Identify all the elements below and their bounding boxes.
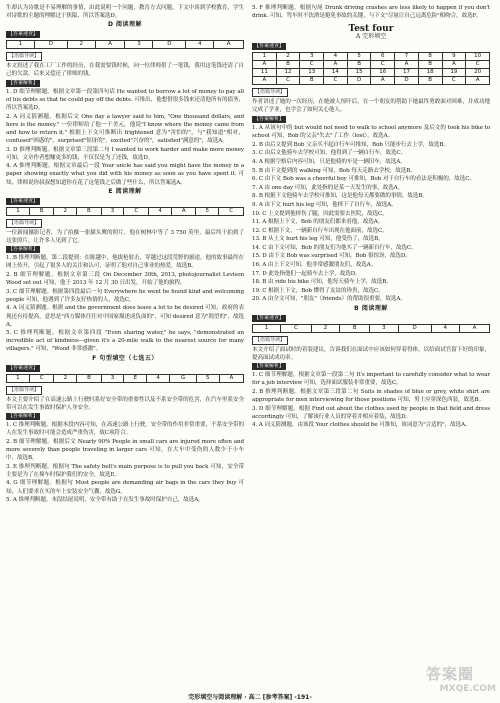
explanation: 13. B 从上文 hurt his leg 可知，他受伤了，故选B。 bbox=[252, 236, 384, 243]
guide-tag: 【语篇导读】 bbox=[252, 88, 288, 97]
answer-cell: C bbox=[466, 61, 490, 69]
explanation: 10. C 上文提到他摔伤了腿，因此需要去医院，故选C。 bbox=[252, 210, 388, 217]
guide-text: 作者讲述了她的一次经历，在她被人惊吓后，在一个朋友的帮助下她最终勇敢面对困难，并成功地完成了学业，也学会了如何关心他人。 bbox=[252, 99, 490, 114]
intro-paragraph: 生却认为诗歌是不易理解的事情，由此说明一个问题，教育方式问题。下文中谈到学校教育，学生对诗歌的主题的理解过于狭隘，所以答案选D。 bbox=[6, 5, 244, 20]
watermark-url: MXQE.COM bbox=[439, 684, 496, 694]
explanation: 3. D 细节理解题。根据 Find out about the clothes used by people in that field and dress accordingly 可知，了解该行业人员的穿着并相应着装，故选D。 bbox=[252, 405, 490, 420]
answer-cell: 2 bbox=[276, 53, 300, 61]
right-column bbox=[252, 4, 490, 430]
page-footer: 完形填空与阅读理解 · 高二 [参考答案] -191- bbox=[188, 694, 312, 701]
answer-cell: C bbox=[300, 61, 324, 69]
answer-cell: C bbox=[219, 207, 244, 215]
explanation: 2. A 词义猜测题。根据后文 One day a lawyer said to him, "One thousand dollars, and here is the money." 一位律师给了他一千美元，他说"I know where the money came from and how to return it." 根据上下文可推断出 frightened 意为"害怕的"，与"我知道"相对，confused"困惑的"，surprised"惊讶的"，excited"兴奋的"，satisfied"满意的"，故选A。 bbox=[6, 113, 244, 145]
section-e-title: E 阅读理解 bbox=[108, 187, 142, 195]
answer-cell: C bbox=[281, 324, 311, 332]
answer-cell: D bbox=[35, 41, 68, 49]
answer-cell: B bbox=[77, 207, 101, 215]
answer-cell: D bbox=[398, 324, 431, 332]
answer-cell: B bbox=[300, 77, 324, 85]
explanation: 16. A 由上下文可知，他非常感激朋友们，故选A。 bbox=[252, 262, 377, 269]
explanation: 9. A 由下文 hurt his leg 可知，他摔下了自行车，故选A。 bbox=[252, 201, 397, 208]
explanation: 3. C 细节理解题。根据第四段最后一句 Everywhere he went he found kind and welcoming people 可知，他遇到了许多友好热情的人，故选C。 bbox=[6, 288, 244, 303]
explanation: 1. D 细节理解题。根据文章第一段第四句话 He wanted to borrow a lot of money to pay all of his debts so that he could pay off the debts. 可推出，他想借很多钱来还清他所有的债务，所以答案选D。 bbox=[6, 88, 244, 112]
answer-cell: 19 bbox=[442, 69, 466, 77]
explanation: 15. D 由下文 Bob was surprised 可知，Bob 很惊讶，故选D。 bbox=[252, 253, 411, 260]
answer-cell: 12 bbox=[276, 69, 300, 77]
answer-table-a bbox=[252, 52, 490, 85]
intro-paragraph: 5. F 推理判断题。根据句尾 Drunk driving crashes are less likely to happen if you don't drink. 可知，驾车时不饮酒是避免事故的关键，与下文"尽量让自己远离危险"相吻合，故选F。 bbox=[252, 5, 490, 20]
answer-cell: C bbox=[124, 207, 149, 215]
answer-cell: C bbox=[371, 61, 395, 69]
answer-check-tag: 【答案速查】 bbox=[8, 31, 39, 38]
answer-check-tag: 【答案速查】 bbox=[8, 364, 39, 371]
answer-cell: 4 bbox=[431, 324, 459, 332]
answer-cell: B bbox=[340, 324, 370, 332]
answer-cell: C bbox=[442, 77, 466, 85]
explanation: 1. C 细节理解题。根据文章第一段第二句 It's important to carefully consider what to wear for a job interview 可知，选择面试服装非常重要，故选C。 bbox=[252, 372, 490, 387]
answer-cell: 16 bbox=[371, 69, 395, 77]
explanation: 1. A 从该句中的 but would not need to walk to school anymore 及后文的 took his bike to school 可知，Bob 的父亲"失去"了工作（lost），故选A。 bbox=[252, 125, 490, 140]
answer-cell: A bbox=[172, 207, 196, 215]
explanation: 2. B 推理判断题。根据文章第三段第二句 Suits in shades of blue or grey, white shirt are appropriate for men interviewing for those positions 可知，男士应穿深色西装，故选B。 bbox=[252, 389, 490, 404]
answer-cell: C bbox=[29, 374, 54, 382]
answer-cell: D bbox=[395, 77, 419, 85]
explanation: 11. A 根据上下文，Bob 的朋友们都来看他，故选A。 bbox=[252, 219, 384, 226]
answer-cell: 2 bbox=[54, 374, 77, 382]
test-title: Test four bbox=[348, 24, 394, 35]
answer-table-b bbox=[252, 324, 490, 333]
answer-cell: A bbox=[466, 77, 490, 85]
explanation: 4. A 推理判断题。根据文章最后一段 Your uncle has said you might have the money in a paper showing exactly what you did with his money as soon as you have spent it. 可知，律师说你叔叔想知道你在花了这笔钱之后做了些什么，所以答案选A。 bbox=[6, 163, 244, 186]
answer-table-e bbox=[6, 207, 244, 216]
detail-tag: 【答案解析】 bbox=[8, 246, 39, 253]
detail-tag: 【答案解析】 bbox=[254, 363, 285, 370]
section-b-title: B 阅读理解 bbox=[354, 304, 388, 312]
answer-cell: A bbox=[214, 41, 244, 49]
answer-cell: 14 bbox=[324, 69, 348, 77]
answer-cell: 8 bbox=[418, 53, 442, 61]
answer-cell: 4 bbox=[149, 207, 172, 215]
answer-cell: 3 bbox=[300, 53, 324, 61]
answer-check-tag: 【答案速查】 bbox=[254, 314, 285, 321]
answer-cell: D bbox=[347, 77, 371, 85]
explanation: 1. B 推理判断题。第二段提到：在陈越中，他拔枪射击，穿越过这段荒野的旅途，他的故事最终在网上传开，引起了很多人的关注和认可，证明了他对自己事业的热爱，故选B。 bbox=[6, 255, 244, 270]
answer-cell: A bbox=[253, 61, 277, 69]
explanation: 7. A 由 one day 可知，此处指的是某一天发生的事，故选A。 bbox=[252, 184, 404, 191]
explanation: 18. B 由 ride his bike 可知，他每天骑车上学，故选B。 bbox=[252, 279, 392, 286]
answer-check-tag: 【答案速查】 bbox=[8, 197, 39, 204]
answer-cell: 1 bbox=[7, 207, 30, 215]
answer-cell: 13 bbox=[300, 69, 324, 77]
answer-cell: 1 bbox=[253, 53, 277, 61]
answer-cell: 1 bbox=[7, 41, 35, 49]
answer-cell: 3 bbox=[101, 374, 124, 382]
answer-cell: 10 bbox=[466, 53, 490, 61]
answer-cell: 17 bbox=[395, 69, 419, 77]
answer-cell: A bbox=[324, 61, 348, 69]
answer-cell: C bbox=[276, 77, 300, 85]
answer-cell: 2 bbox=[54, 207, 77, 215]
answer-cell: 7 bbox=[395, 53, 419, 61]
answer-cell: E bbox=[124, 374, 147, 382]
answer-check-tag: 【答案速查】 bbox=[254, 43, 285, 50]
answer-cell: 4 bbox=[186, 41, 214, 49]
answer-cell: 4 bbox=[324, 53, 348, 61]
answer-cell: B bbox=[29, 207, 53, 215]
answer-cell: A bbox=[442, 61, 466, 69]
explanation: 20. A 由全文可知，"朋友"（friends）的帮助很重要，故选A。 bbox=[252, 296, 406, 303]
explanation: 2. B 细节理解题。根据后文 Nearly 90% People in small cars are injured more often and more severely than people traveling in larger cars 可知，在大车中受伤的人数少于小车中，故选B。 bbox=[6, 438, 244, 462]
explanation: 2. B 细节理解题。根据文章第三段 On December 30th, 2013, photojournalist Levison Wood set out 可知，他于 2013 年 12 月 30 日出发，开始了他的旅程。 bbox=[6, 272, 244, 287]
answer-cell: A bbox=[95, 41, 125, 49]
explanation: 8. B 根据下文他骑车去学校可推知，这是他每天都要做的事情，故选B。 bbox=[252, 193, 428, 200]
answer-cell: A bbox=[253, 77, 277, 85]
section-f-title: F 句型填空（七选五） bbox=[92, 354, 158, 362]
section-d-title: D 阅读理解 bbox=[107, 21, 143, 29]
answer-cell: B bbox=[418, 61, 442, 69]
detail-tag: 【答案解析】 bbox=[8, 79, 39, 86]
guide-text: 本文介绍了面试时的着装建议，告诉我们在面试中应该如何穿着得体，以给面试官留下好的印象，提高面试成功率。 bbox=[252, 346, 490, 361]
answer-cell: B bbox=[418, 77, 442, 85]
answer-cell: 5 bbox=[196, 207, 219, 215]
explanation: 3. C 由后文他骑车去学校可知，他得到了一辆自行车，故选C。 bbox=[252, 150, 407, 157]
answer-cell: 20 bbox=[466, 69, 490, 77]
answer-cell: 6 bbox=[371, 53, 395, 61]
explanation: 5. A 推理判断题。本段结尾说明，安全带有助于在发生事故时保护自己，故选A。 bbox=[6, 497, 204, 504]
answer-cell: G bbox=[170, 374, 197, 382]
guide-text: 本文叙述了我在工厂工作的经历，在我需要钱时候，向一位律师借了一笔钱，我用这笔钱还清了自己的欠款，后来又偿还了律师的钱。 bbox=[6, 63, 244, 78]
explanation: 4. G 细节理解题。根据句 Most people are demanding air bags in the cars they buy 可知，人们要求在买的车上安装安全气囊，故选G。 bbox=[6, 480, 244, 495]
answer-cell: A bbox=[371, 77, 395, 85]
guide-tag: 【语篇导读】 bbox=[252, 336, 288, 345]
explanation: 4. A 根据空格后内容可知，只是他骑的车是一辆旧车，故选A。 bbox=[252, 158, 406, 165]
explanation: 5. B 由下文提到的 walking 可知，Bob 每天走路去学校，故选B。 bbox=[252, 167, 416, 174]
answer-cell: 1 bbox=[253, 324, 281, 332]
answer-table-f bbox=[6, 374, 244, 383]
answer-cell: A bbox=[395, 61, 419, 69]
guide-text: 本文主要介绍了在高速公路上行驶时系好安全带的重要性以及不系安全带的危害，在汽车里系安全带可以在发生事故时保护人身安全。 bbox=[6, 396, 244, 411]
explanation: 5. C 推理判断题。根据文章第四段 "Even sharing water," he says, "demonstrated an incredible act of kindness—given it's a 20-mile walk to the nearest source for many villagers." 可知，"Wood 非常感激"。 bbox=[6, 330, 244, 353]
guide-text: 一位新闻摄影记者，为了拍摄一张猫头鹰的照片，他在树林中等了 3 750 英里，最后终于拍到了这张照片，让许多人见到了它。 bbox=[6, 229, 244, 244]
answer-cell: 15 bbox=[347, 69, 371, 77]
answer-cell: 5 bbox=[196, 374, 219, 382]
answer-cell: D bbox=[153, 41, 186, 49]
explanation: 4. A 词义猜测题。由该段 Your clothes should be 可推知，该词意为"合适的"，故选A。 bbox=[252, 422, 471, 429]
detail-tag: 【答案解析】 bbox=[254, 116, 285, 123]
answer-cell: 4 bbox=[147, 374, 170, 382]
answer-cell: 3 bbox=[370, 324, 398, 332]
explanation: 6. C 由下文 Bob was a cheerful boy 可推知，Bob 对于自行车的看法是积极的，故选C。 bbox=[252, 176, 475, 183]
explanation: 3. D 推理判断题。根据文章第三段第二句 I wanted to work harder and make more money 可知，文章作者想赚更多的钱，不仅仅是为了还钱，故选D。 bbox=[6, 146, 244, 161]
answer-cell: 2 bbox=[67, 41, 95, 49]
explanation: 4. A 词义猜测题。根据 and the government does leave a lot to be desired 可知，政府的表现还有待提高，意思是"西方媒体往往对中国家描述成负面的"，可知 desired 意为"渴望的"，故选A。 bbox=[6, 305, 244, 328]
watermark-text: 答案圈 bbox=[426, 665, 475, 683]
explanation: 1. C 推理判断题。根据本段内容可知，在高速公路上行驶，安全带的作用非常重要，不系安全带的人在发生事故时可能会造成严重伤害，故C项符合。 bbox=[6, 422, 244, 437]
explanation: 3. E 推理判断题。根据句 The safety belt's main purpose is to pull you back 可知，安全带主要是为了在撞车时保护我们的安全，故选E。 bbox=[6, 463, 244, 478]
section-a-title: A 完形填空 bbox=[355, 33, 387, 41]
explanation: 2. B 由后文提到 Bob 父亲买不起自行车可推知，Bob 只能步行去上学，故选B。 bbox=[252, 141, 449, 148]
explanation: 17. D 此处指他们一起骑车去上学，故选D。 bbox=[252, 270, 361, 277]
answer-cell: 3 bbox=[125, 41, 153, 49]
explanation: 14. C 由下文可知，Bob 的朋友们为他买了一辆新自行车，故选C。 bbox=[252, 244, 417, 251]
answer-cell: 11 bbox=[253, 69, 277, 77]
explanation: 19. C 根据上下文，Bob 懂得了友谊的珍贵，故选C。 bbox=[252, 287, 384, 294]
answer-table-d bbox=[6, 40, 244, 49]
answer-cell: B bbox=[347, 61, 371, 69]
answer-cell: 2 bbox=[311, 324, 339, 332]
answer-cell: A bbox=[219, 374, 243, 382]
answer-cell: 5 bbox=[347, 53, 371, 61]
answer-cell: 9 bbox=[442, 53, 466, 61]
guide-tag: 【语篇导读】 bbox=[6, 52, 42, 61]
answer-cell: B bbox=[276, 61, 300, 69]
watermark-logo bbox=[426, 665, 496, 699]
answer-cell: 3 bbox=[101, 207, 124, 215]
left-column bbox=[6, 4, 244, 505]
answer-cell: 1 bbox=[7, 374, 30, 382]
answer-cell: A bbox=[459, 324, 489, 332]
explanation: 12. C 根据下文，一辆新自行车出现在他面前，故选C。 bbox=[252, 227, 388, 234]
detail-tag: 【答案解析】 bbox=[8, 413, 39, 420]
answer-cell: B bbox=[77, 374, 101, 382]
guide-tag: 【语篇导读】 bbox=[6, 386, 42, 395]
answer-cell: 18 bbox=[418, 69, 442, 77]
guide-tag: 【语篇导读】 bbox=[6, 219, 42, 228]
answer-cell: C bbox=[324, 77, 348, 85]
